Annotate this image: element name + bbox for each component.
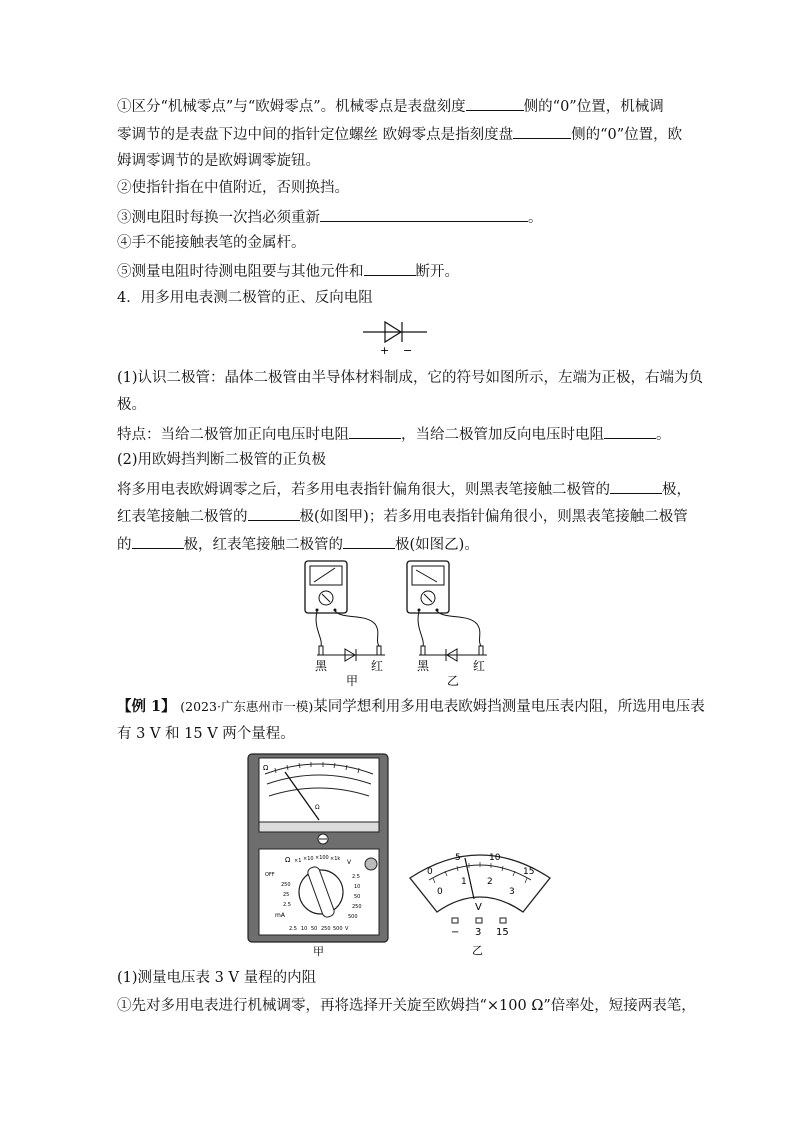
answer-blank[interactable]	[610, 478, 662, 494]
dial-right-2.5: 2.5	[352, 874, 360, 880]
meter-center-mark: Ω	[315, 804, 320, 811]
answer-blank[interactable]	[343, 533, 395, 549]
caption-jia: 甲	[346, 674, 359, 688]
text-line-18: (1)测量电压表 3 V 量程的内阻	[117, 970, 317, 986]
scale-bottom-0: 0	[437, 887, 443, 897]
caption-yi: 乙	[447, 674, 460, 688]
dial-right-50: 50	[354, 894, 361, 900]
text-line-12: (2)用欧姆挡判断二极管的正负极	[117, 452, 327, 468]
dial-vac: V	[347, 859, 352, 866]
text-line-19: ①先对多用电表进行机械调零，再将选择开关旋至欧姆挡“×100 Ω”倍率处，短接两表笔，	[117, 998, 696, 1014]
caption-jia-2: 甲	[313, 945, 324, 958]
scale-top-15: 15	[523, 867, 535, 877]
dial-right-10: 10	[354, 884, 361, 890]
diode-symbol	[355, 316, 435, 358]
caption-yi-2: 乙	[472, 944, 483, 957]
scale-top-0: 0	[427, 867, 433, 877]
example-line-2: 有 3 V 和 15 V 两个量程。	[117, 726, 295, 742]
text-line-3: 姆调零调节的是欧姆调零旋钮。	[117, 153, 320, 169]
dial-off: OFF	[265, 872, 275, 878]
dial-bottom-500: 500	[333, 926, 343, 932]
dial-bottom-250: 250	[321, 926, 331, 932]
terminal-15: 15	[496, 927, 509, 938]
scale-bottom-2: 2	[487, 877, 493, 887]
black-label: 黑	[417, 659, 430, 673]
answer-blank[interactable]	[132, 533, 184, 549]
dial-ma: mA	[275, 912, 285, 919]
text-line-7: ⑤测量电阻时待测电阻要与其他元件和 断开。	[117, 260, 459, 282]
text-line-14: 红表笔接触二极管的 极(如图甲)；若多用电表指针偏角很小，则黑表笔接触二极管	[117, 505, 688, 527]
multimeter-large-figure	[245, 752, 395, 960]
dial-left-2.5: 2.5	[283, 902, 291, 908]
terminal-minus: −	[451, 927, 460, 938]
dial-bottom-50: 50	[311, 926, 318, 932]
answer-blank[interactable]	[248, 505, 300, 521]
dial-bottom-2.5: 2.5	[289, 926, 297, 932]
answer-blank[interactable]	[466, 95, 524, 111]
scale-bottom-1: 1	[461, 877, 467, 887]
answer-blank[interactable]	[349, 423, 401, 439]
red-label: 红	[371, 659, 384, 673]
text-line-10: 极。	[117, 397, 146, 413]
unit-v: V	[475, 902, 482, 913]
dial-x100: ×100	[315, 855, 329, 861]
dial-bottom-v: V	[345, 926, 349, 932]
dial-x1: ×1	[294, 858, 302, 864]
dial-left-25: 25	[283, 892, 290, 898]
dial-left-250: 250	[281, 882, 291, 888]
voltmeter-figure	[405, 840, 555, 962]
dial-x10: ×10	[303, 856, 314, 862]
text-line-1: ①区分“机械零点”与“欧姆零点”。机械零点是表盘刻度 侧的“0”位置，机械调	[117, 95, 664, 117]
dial-x1k: ×1k	[330, 856, 341, 862]
dial-bottom-10: 10	[301, 926, 308, 932]
text-line-9: (1)认识二极管：晶体二极管由半导体材料制成，它的符号如图所示，左端为正极，右端为负	[117, 370, 704, 386]
answer-blank[interactable]	[513, 123, 571, 139]
ohm-scale-symbol: Ω	[263, 764, 269, 772]
text-line-4: ②使指针指在中值附近，否则换挡。	[117, 180, 349, 196]
dial-ohm: Ω	[285, 856, 291, 864]
text-line-2: 零调节的是表盘下边中间的指针定位螺丝 欧姆零点是指刻度盘 侧的“0”位置，欧	[117, 123, 682, 145]
scale-bottom-3: 3	[509, 887, 515, 897]
plus-sign: +	[380, 344, 390, 357]
section-heading-4: 4．用多用电表测二极管的正、反向电阻	[117, 290, 373, 306]
text-line-15: 的 极，红表笔接触二极管的 极(如图乙)。	[117, 533, 479, 555]
text-line-11: 特点：当给二极管加正向电压时电阻 ，当给二极管加反向电压时电阻 。	[117, 423, 671, 445]
text-line-13: 将多用电表欧姆调零之后，若多用电表指针偏角很大，则黑表笔接触二极管的 极，	[117, 478, 691, 500]
scale-top-5: 5	[455, 853, 461, 863]
answer-blank[interactable]	[320, 206, 528, 222]
multimeter-jia	[305, 561, 347, 613]
black-label: 黑	[315, 659, 328, 673]
multimeter-yi	[407, 561, 449, 613]
dial-right-250: 250	[352, 904, 362, 910]
text-line-5: ③测电阻时每换一次挡必须重新 。	[117, 206, 543, 228]
answer-blank[interactable]	[604, 423, 656, 439]
terminal-3: 3	[475, 927, 482, 938]
scale-top-10: 10	[489, 853, 501, 863]
multimeter-diode-figure	[295, 558, 505, 690]
dial-right-500: 500	[348, 914, 358, 920]
red-label: 红	[473, 659, 486, 673]
answer-blank[interactable]	[364, 260, 416, 276]
example-line-1: 【例 1】 (2023·广东惠州市一模)某同学想利用多用电表欧姆挡测量电压表内阻，所选用电压表	[117, 698, 705, 715]
text-line-6: ④手不能接触表笔的金属杆。	[117, 235, 306, 251]
minus-sign: −	[403, 344, 413, 357]
